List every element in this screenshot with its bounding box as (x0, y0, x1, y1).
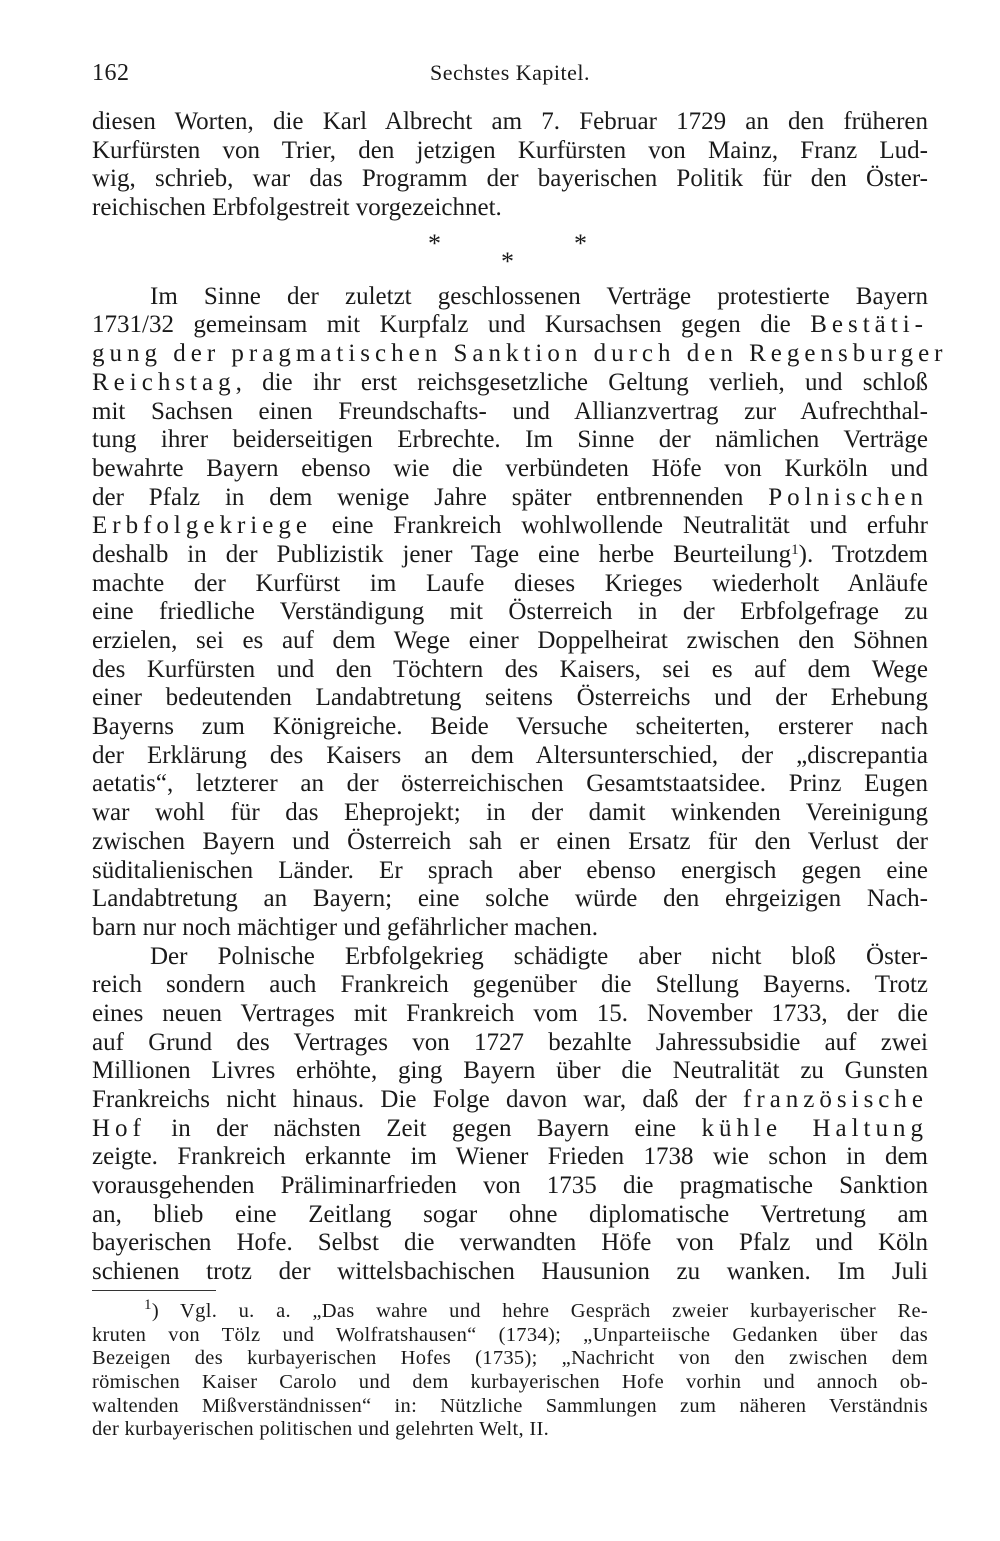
text-run: deshalb in der Publizistik jener Tage eine herbe Beurteilung (92, 540, 792, 568)
spaced-text: kühle Haltung (701, 1114, 928, 1142)
text-line: Landabtretung an Bayern; eine solche würde den ehrgeizigen Nach- (92, 885, 928, 913)
text-line: aetatis“, letzterer an der österreichischen Gesamtstaatsidee. Prinz Eugen (92, 770, 928, 798)
asterisk: * (428, 228, 441, 258)
text-line: Der Polnische Erbfolgekrieg schädigte aber nicht bloß Öster- (150, 942, 928, 970)
page-number: 162 (92, 60, 130, 86)
text-line (92, 512, 928, 541)
text-line: war wohl für das Eheprojekt; in der damit winkenden Vereinigung (92, 799, 928, 827)
text-line: bewahrte Bayern ebenso wie die verbündeten Höfe von Kurköln und (92, 454, 928, 482)
running-head: Sechstes Kapitel. (429, 60, 591, 85)
text-line: vorausgehenden Präliminarfrieden von 1735 die pragmatische Sanktion (92, 1172, 928, 1200)
spaced-text-line: gung der pragmatischen Sanktion durch den Regensburger (92, 340, 948, 368)
text-line: wig, schrieb, war das Programm der bayerischen Politik für den Öster- (92, 165, 928, 193)
text-line: süditalienischen Länder. Er sprach aber ebenso energisch gegen eine (92, 856, 928, 884)
spaced-text: Polnischen (768, 483, 928, 511)
text-line: erzielen, sei es auf dem Wege einer Doppelheirat zwischen den Söhnen (92, 627, 928, 654)
text-line (92, 484, 928, 513)
text-line: eines neuen Vertrages mit Frankreich vom 15. November 1733, der die (92, 999, 928, 1027)
footnote-line: waltenden Mißverständnissen“ in: Nützliche Sammlungen zum näheren Verständnis (92, 1394, 928, 1417)
text-run: in der nächsten Zeit gegen Bayern eine (145, 1114, 702, 1142)
text-line: zeigte. Frankreich erkannte im Wiener Frieden 1738 wie schon in dem (92, 1143, 928, 1171)
text-line: an, blieb eine Zeitlang sogar ohne diplomatische Vertretung am (92, 1200, 928, 1228)
asterisk: * (574, 228, 587, 258)
asterisk: * (501, 246, 514, 276)
paragraph-3 (92, 943, 928, 1287)
text-line: Bayerns zum Königreiche. Beide Versuche scheiterten, ersterer nach (92, 713, 928, 741)
text-line: tung ihrer beiderseitigen Erbrechte. Im Sinne der nämlichen Verträge (92, 426, 928, 454)
footnote-block (92, 1297, 928, 1442)
footnote-divider (92, 1290, 216, 1291)
spaced-text: Bestäti- (810, 311, 928, 339)
text-line: einer bedeutenden Landabtretung seitens Österreichs und der Erhebung (92, 684, 928, 712)
body-text (92, 108, 948, 1287)
footnote-line: kruten von Tölz und Wolfratshausen“ (1734); „Unparteiische Gedanken über das (92, 1323, 928, 1346)
text-line: eine friedliche Verständigung mit Österreich in der Erbfolgefrage zu (92, 598, 928, 626)
text-run: ). Trotzdem (798, 540, 928, 568)
footnote-line: der kurbayerischen politischen und gelehrten Welt, II. (92, 1418, 550, 1441)
text-line: Im Sinne der zuletzt geschlossenen Verträge protestierte Bayern (150, 282, 928, 310)
text-line (92, 311, 928, 340)
text-line (92, 369, 928, 398)
footnote-reference[interactable]: 1 (791, 541, 799, 558)
section-break-asterism (92, 225, 928, 283)
text-line: schienen trotz der wittelsbachischen Hausunion zu wanken. Im Juli (92, 1258, 928, 1286)
spaced-text: Erbfolgekriege (92, 512, 312, 540)
text-line (92, 541, 928, 570)
text-line: zwischen Bayern und Österreich sah er einen Ersatz für den Verlust der (92, 827, 928, 855)
text-run: , die ihr erst reichsgesetzliche Geltung verlieh, und schloß (235, 368, 928, 396)
page-header (92, 60, 928, 94)
text-line: der Erklärung des Kaisers an dem Altersunterschied, der „discrepantia (92, 741, 928, 769)
text-line (92, 1115, 928, 1144)
text-run: ) Vgl. u. a. „Das wahre und hehre Gespräch zweier kurbayerischer Re- (151, 1300, 928, 1322)
text-run: eine Frankreich wohlwollende Neutralität und erfuhr (311, 512, 928, 540)
paragraph-1 (92, 108, 928, 223)
spaced-text: Reichstag (92, 368, 236, 396)
text-line: mit Sachsen einen Freundschafts- und Allianzvertrag zur Aufrechthal- (92, 397, 928, 425)
text-line: auf Grund des Vertrages von 1727 bezahlte Jahressubsidie auf zwei (92, 1028, 928, 1056)
text-run: Frankreichs nicht hinaus. Die Folge davon war, daß der (92, 1086, 744, 1113)
text-run: der Pfalz in dem wenige Jahre später entbrennenden (92, 483, 769, 511)
text-line: reich sondern auch Frankreich gegenüber die Stellung Bayerns. Trotz (92, 971, 928, 999)
footnote-marker: 1 (144, 1297, 152, 1313)
text-line: Millionen Livres erhöhte, ging Bayern über die Neutralität zu Gunsten (92, 1057, 928, 1085)
footnote-line: römischen Kaiser Carolo und dem kurbayerischen Hofe vorhin und annoch ob- (92, 1371, 928, 1394)
paragraph-2 (92, 282, 948, 943)
text-line: des Kurfürsten und den Töchtern des Kaisers, sei es auf dem Wege (92, 655, 928, 683)
spaced-text: französische (743, 1086, 928, 1113)
text-run: 1731/32 gemeinsam mit Kurpfalz und Kursachsen gegen die (92, 311, 811, 339)
footnote-line (92, 1297, 928, 1324)
text-line: machte der Kurfürst im Laufe dieses Krieges wiederholt Anläufe (92, 569, 928, 597)
text-line: diesen Worten, die Karl Albrecht am 7. Februar 1729 an den früheren (92, 108, 928, 135)
text-line: barn nur noch mächtiger und gefährlicher machen. (92, 913, 599, 941)
footnote-line: Bezeigen des kurbayerischen Hofes (1735); „Nachricht von den zwischen dem (92, 1347, 928, 1370)
text-line: Kurfürsten von Trier, den jetzigen Kurfürsten von Mainz, Franz Lud- (92, 136, 928, 164)
text-line: reichischen Erbfolgestreit vorgezeichnet. (92, 194, 502, 222)
text-line: bayerischen Hofe. Selbst die verwandten Höfe von Pfalz und Köln (92, 1229, 928, 1257)
text-line (92, 1086, 928, 1115)
spaced-text: Hof (92, 1114, 146, 1142)
